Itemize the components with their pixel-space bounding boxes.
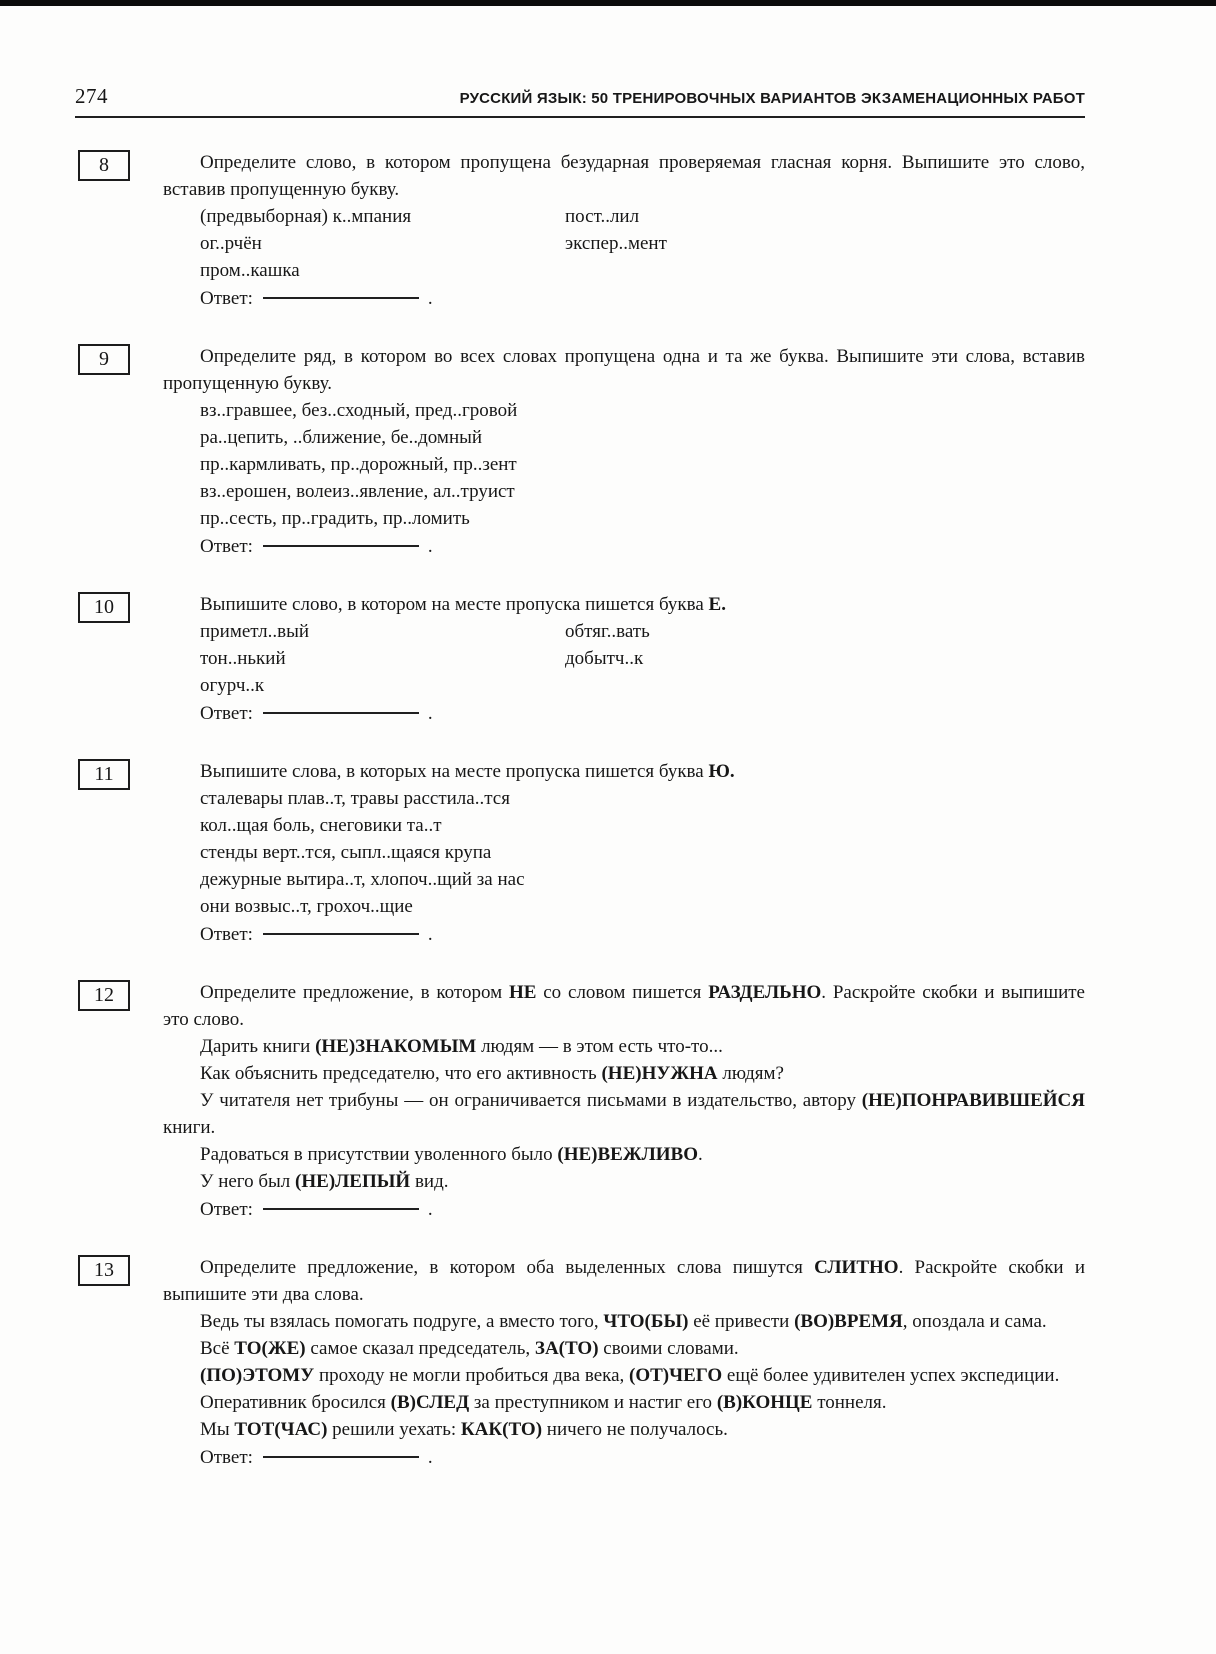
emphasized-text: (В)КОНЦЕ xyxy=(716,1392,813,1413)
word-item: ог..рчён xyxy=(200,233,262,254)
emphasized-text: (ПО)ЭТОМУ xyxy=(200,1365,315,1386)
word-list xyxy=(163,785,1085,920)
answer-blank xyxy=(263,933,419,935)
answer-period: . xyxy=(427,536,433,557)
task-12 xyxy=(78,979,1085,1223)
sentence-option xyxy=(163,1335,1085,1362)
text-segment: людям — в этом есть что-то... xyxy=(476,1036,723,1057)
task-body xyxy=(163,149,1085,312)
text-segment: Мы xyxy=(200,1419,235,1440)
answer-line xyxy=(200,285,1085,312)
text-segment: за преступником и настиг его xyxy=(469,1392,717,1413)
text-segment: вид. xyxy=(410,1171,449,1192)
emphasized-text: Ю. xyxy=(708,761,735,782)
word-list xyxy=(163,203,1085,284)
text-segment: ещё более удивителен успех экспедиции. xyxy=(722,1365,1060,1386)
word-item: экспер..мент xyxy=(565,233,667,254)
sentence-option xyxy=(163,1087,1085,1141)
task-intro xyxy=(163,758,1085,785)
word-row: они возвыс..т, грохоч..щие xyxy=(200,896,413,917)
text-segment: , опоздала и сама. xyxy=(902,1311,1047,1332)
task-body xyxy=(163,1254,1085,1471)
word-item: тон..нький xyxy=(200,648,286,669)
answer-label: Ответ: xyxy=(200,536,253,557)
word-list xyxy=(163,618,1085,699)
word-row: ра..цепить, ..ближение, бе..домный xyxy=(200,427,483,448)
page-number: 274 xyxy=(75,84,108,108)
word-row: пр..кармливать, пр..дорожный, пр..зент xyxy=(200,454,517,475)
text-segment: Определите предложение, в котором xyxy=(200,982,509,1003)
answer-period: . xyxy=(427,1199,433,1220)
word-item: пром..кашка xyxy=(200,260,300,281)
word-row: сталевары плав..т, травы расстила..тся xyxy=(200,788,510,809)
text-segment: тоннеля. xyxy=(812,1392,887,1413)
emphasized-text: (НЕ)ЗНАКОМЫМ xyxy=(315,1036,477,1057)
task-body xyxy=(163,591,1085,727)
text-segment: . Раскройте скобки и выпишите эти два слова. xyxy=(163,1257,1085,1305)
task-number: 12 xyxy=(94,984,114,1006)
word-item: обтяг..вать xyxy=(565,621,650,642)
text-segment: Определите предложение, в котором оба выделенных слова пишутся xyxy=(200,1257,815,1278)
text-segment: книги. xyxy=(163,1117,216,1138)
task-number-box xyxy=(78,1255,130,1286)
answer-label: Ответ: xyxy=(200,288,253,309)
sentence-option xyxy=(163,1141,1085,1168)
word-row xyxy=(200,203,1085,230)
task-11 xyxy=(78,758,1085,948)
running-title: РУССКИЙ ЯЗЫК: 50 ТРЕНИРОВОЧНЫХ ВАРИАНТОВ ЭКЗАМЕНАЦИОННЫХ РАБОТ xyxy=(459,90,1085,107)
answer-label: Ответ: xyxy=(200,1199,253,1220)
answer-period: . xyxy=(427,703,433,724)
task-number-box xyxy=(78,150,130,181)
word-row: кол..щая боль, снеговики та..т xyxy=(200,815,442,836)
word-row: пр..сесть, пр..градить, пр..ломить xyxy=(200,508,470,529)
emphasized-text: КАК(ТО) xyxy=(460,1419,543,1440)
emphasized-text: (НЕ)ПОНРАВИВШЕЙСЯ xyxy=(861,1090,1085,1111)
task-number-box xyxy=(78,980,130,1011)
emphasized-text: СЛИТНО xyxy=(814,1257,899,1278)
word-item: (предвыборная) к..мпания xyxy=(200,206,412,227)
text-segment: Как объяснить председателю, что его активность xyxy=(200,1063,602,1084)
text-segment: . Раскройте скобки и выпишите это слово. xyxy=(163,982,1085,1030)
emphasized-text: (В)СЛЕД xyxy=(390,1392,470,1413)
answer-line xyxy=(200,921,1085,948)
emphasized-text: (НЕ)ЛЕПЫЙ xyxy=(295,1171,411,1192)
word-row: вз..ерошен, волеиз..явление, ал..труист xyxy=(200,481,515,502)
text-segment: Всё xyxy=(200,1338,235,1359)
sentence-option xyxy=(163,1416,1085,1443)
scan-artifact-top xyxy=(0,0,1216,6)
answer-period: . xyxy=(427,924,433,945)
task-10 xyxy=(78,591,1085,727)
answer-line xyxy=(200,533,1085,560)
text-segment: проходу не могли пробиться два века, xyxy=(314,1365,630,1386)
answer-blank xyxy=(263,712,419,714)
word-list xyxy=(163,397,1085,532)
task-number: 13 xyxy=(94,1259,114,1281)
emphasized-text: (ВО)ВРЕМЯ xyxy=(794,1311,903,1332)
emphasized-text: ТО(ЖЕ) xyxy=(234,1338,306,1359)
page-header xyxy=(0,0,1216,109)
task-number-box xyxy=(78,592,130,623)
word-row: дежурные вытира..т, хлопоч..щий за нас xyxy=(200,869,525,890)
answer-label: Ответ: xyxy=(200,1447,253,1468)
text-segment: Оперативник бросился xyxy=(200,1392,391,1413)
answer-blank xyxy=(263,297,419,299)
text-segment: решили уехать: xyxy=(327,1419,461,1440)
answer-label: Ответ: xyxy=(200,703,253,724)
word-row xyxy=(200,645,1085,672)
word-row: стенды верт..тся, сыпл..щаяся крупа xyxy=(200,842,492,863)
task-number: 8 xyxy=(99,154,109,176)
text-segment: Определите слово, в котором пропущена безударная проверяемая гласная корня. Выпишите это слово, вставив пропущенную букву. xyxy=(163,152,1085,200)
text-segment: своими словами. xyxy=(598,1338,739,1359)
word-item: приметл..вый xyxy=(200,621,310,642)
word-item: пост..лил xyxy=(565,206,640,227)
word-row xyxy=(200,257,1085,284)
emphasized-text: Е. xyxy=(708,594,726,615)
text-segment: У читателя нет трибуны — он ограничивается письмами в издательство, автору xyxy=(200,1090,862,1111)
emphasized-text: (ОТ)ЧЕГО xyxy=(629,1365,723,1386)
sentence-option xyxy=(163,1060,1085,1087)
sentence-option xyxy=(163,1362,1085,1389)
sentence-option xyxy=(163,1168,1085,1195)
text-segment: Выпишите слова, в которых на месте пропуска пишется буква xyxy=(200,761,709,782)
word-row xyxy=(200,618,1085,645)
sentence-option xyxy=(163,1389,1085,1416)
emphasized-text: НЕ xyxy=(508,982,537,1003)
answer-period: . xyxy=(427,1447,433,1468)
text-segment: со словом пишется xyxy=(536,982,709,1003)
answer-blank xyxy=(263,545,419,547)
answer-period: . xyxy=(427,288,433,309)
task-body xyxy=(163,979,1085,1223)
task-number-box xyxy=(78,759,130,790)
text-segment: У него был xyxy=(200,1171,296,1192)
task-number: 9 xyxy=(99,348,109,370)
word-item: огурч..к xyxy=(200,675,265,696)
answer-blank xyxy=(263,1456,419,1458)
text-segment: . xyxy=(698,1144,703,1165)
text-segment: её привести xyxy=(688,1311,795,1332)
task-body xyxy=(163,343,1085,560)
emphasized-text: ЧТО(БЫ) xyxy=(603,1311,689,1332)
answer-label: Ответ: xyxy=(200,924,253,945)
word-item: добытч..к xyxy=(565,648,644,669)
answer-line xyxy=(200,1444,1085,1471)
sentence-option xyxy=(163,1033,1085,1060)
text-segment: самое сказал председатель, xyxy=(305,1338,535,1359)
emphasized-text: (НЕ)НУЖНА xyxy=(601,1063,718,1084)
answer-blank xyxy=(263,1208,419,1210)
answer-line xyxy=(200,1196,1085,1223)
task-intro xyxy=(163,343,1085,397)
word-row: вз..гравшее, без..сходный, пред..гровой xyxy=(200,400,518,421)
text-segment: ничего не получалось. xyxy=(542,1419,728,1440)
emphasized-text: РАЗДЕЛЬНО xyxy=(708,982,822,1003)
task-number: 11 xyxy=(94,763,114,785)
task-body xyxy=(163,758,1085,948)
text-segment: Определите ряд, в котором во всех словах пропущена одна и та же буква. Выпишите эти слова, вставив пропущенную букву. xyxy=(163,346,1085,394)
task-intro xyxy=(163,979,1085,1033)
task-intro xyxy=(163,149,1085,203)
header-rule xyxy=(75,116,1085,118)
emphasized-text: ЗА(ТО) xyxy=(534,1338,599,1359)
text-segment: Дарить книги xyxy=(200,1036,316,1057)
text-segment: Ведь ты взялась помогать подруге, а вместо того, xyxy=(200,1311,604,1332)
task-number-box xyxy=(78,344,130,375)
answer-line xyxy=(200,700,1085,727)
text-segment: Выпишите слово, в котором на месте пропуска пишется буква xyxy=(200,594,709,615)
word-row xyxy=(200,672,1085,699)
task-intro xyxy=(163,591,1085,618)
task-9 xyxy=(78,343,1085,560)
text-segment: людям? xyxy=(717,1063,784,1084)
sentence-option xyxy=(163,1308,1085,1335)
text-segment: Радоваться в присутствии уволенного было xyxy=(200,1144,558,1165)
emphasized-text: (НЕ)ВЕЖЛИВО xyxy=(557,1144,699,1165)
task-13 xyxy=(78,1254,1085,1471)
task-8 xyxy=(78,149,1085,312)
task-intro xyxy=(163,1254,1085,1308)
emphasized-text: ТОТ(ЧАС) xyxy=(234,1419,328,1440)
task-number: 10 xyxy=(94,596,114,618)
word-row xyxy=(200,230,1085,257)
